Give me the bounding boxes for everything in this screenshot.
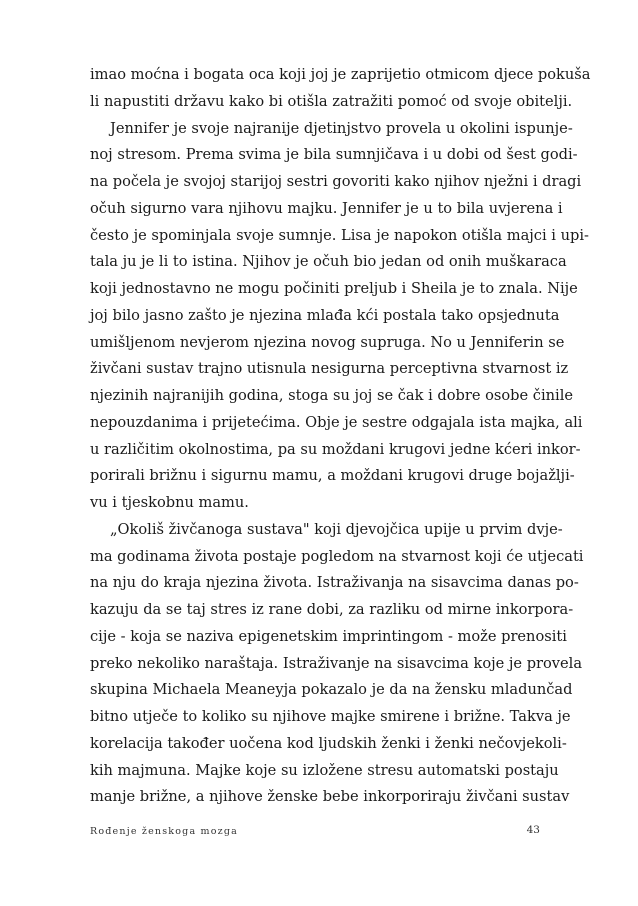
page-number: 43 [526,824,540,836]
text-line: skupina Michaela Meaneyja pokazalo je da na žensku mladunčad [90,681,573,699]
paragraph-start-line: „Okoliš živčanoga sustava" koji djevojčica upije u prvim dvje- [110,520,563,538]
text-line: umišljenom nevjerom njezina novog supruga. No u Jenniferin se [90,333,565,351]
text-line: živčani sustav trajno utisnula nesigurna perceptivna stvarnost iz [90,360,569,378]
text-line: joj bilo jasno zašto je njezina mlađa kći postala tako opsjednuta [90,306,560,324]
body-text [90,62,591,811]
text-line: često je spominjala svoje sumnje. Lisa je napokon otišla majci i upi- [90,226,589,244]
text-line: imao moćna i bogata oca koji joj je zaprijetio otmicom djece pokuša [90,66,591,83]
text-line: kazuju da se taj stres iz rane dobi, za razliku od mirne inkorpora- [90,601,574,618]
text-line: porirali brižnu i sigurnu mamu, a moždani krugovi druge bojažlji- [90,467,575,485]
text-line: manje brižne, a njihove ženske bebe inkorporiraju živčani sustav [90,788,570,806]
text-line: korelacija također uočena kod ljudskih ženki i ženki nečovjekoli- [90,734,567,752]
text-line: cije - koja se naziva epigenetskim imprintingom - može prenositi [90,627,567,645]
text-line: vu i tjeskobnu mamu. [90,494,249,511]
text-line: kih majmuna. Majke koje su izložene stresu automatski postaju [90,761,559,779]
text-line: na počela je svojoj starijoj sestri govoriti kako njihov nježni i dragi [90,173,582,190]
text-line: na nju do kraja njezina života. Istraživanja na sisavcima danas po- [90,574,579,592]
text-line: nepouzdanima i prijetećima. Obje je sestre odgajala ista majka, ali [90,413,583,431]
text-line: preko nekoliko naraštaja. Istraživanje na sisavcima koje je provela [90,654,583,672]
text-line: noj stresom. Prema svima je bila sumnjičava i u dobi od šest godi- [90,146,578,164]
text-line: njezinih najranijih godina, stoga su joj se čak i dobre osobe činile [90,387,573,404]
text-line: li napustiti državu kako bi otišla zatražiti pomoć od svoje obitelji. [90,92,573,110]
text-line: koji jednostavno ne mogu počiniti preljub i Sheila je to znala. Nije [90,280,578,297]
text-line: u različitim okolnostima, pa su moždani krugovi jedne kćeri inkor- [90,440,581,458]
text-line: ma godinama života postaje pogledom na stvarnost koji će utjecati [90,547,584,565]
text-line: očuh sigurno vara njihovu majku. Jennifer je u to bila uvjerena i [90,199,563,217]
paragraph-start-line: Jennifer je svoje najranije djetinjstvo provela u okolini ispunje- [110,119,573,137]
text-line: tala ju je li to istina. Njihov je očuh bio jedan od onih muškaraca [90,253,567,271]
running-footer-title: Rođenje ženskoga mozga [90,826,239,837]
text-line: bitno utječe to koliko su njihove majke smirene i brižne. Takva je [90,708,571,725]
